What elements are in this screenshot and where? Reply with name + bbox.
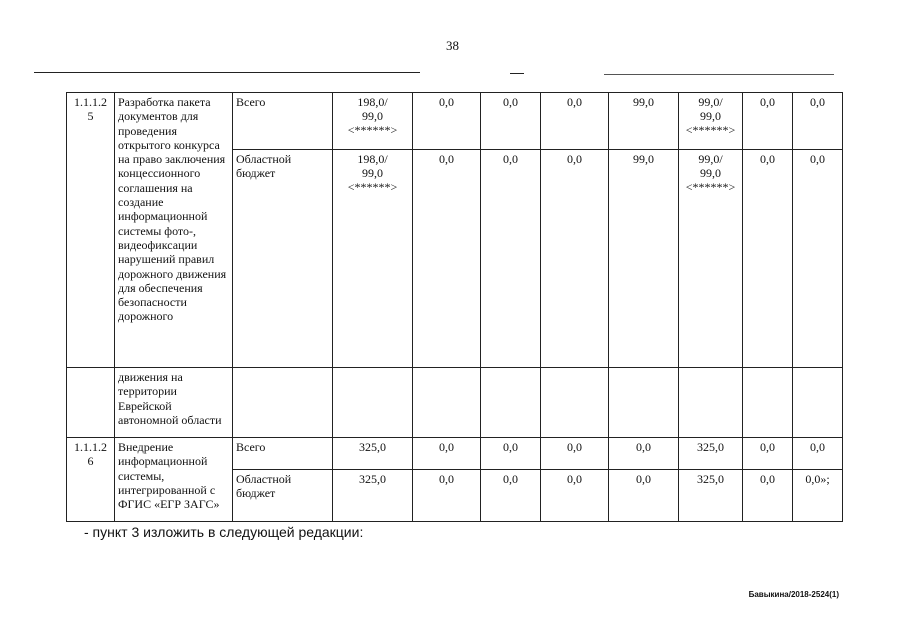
item-number: 1.1.1.2 5 — [67, 93, 115, 368]
table-cell: 99,0/ 99,0 <******> — [679, 150, 743, 368]
table-cell — [679, 368, 743, 438]
table-cell: 198,0/ 99,0 <******> — [333, 150, 413, 368]
table-cell: 325,0 — [333, 470, 413, 522]
budget-table — [66, 92, 843, 522]
table-cell: 0,0 — [743, 438, 793, 470]
item-description: Внедрение информационной системы, интегрированной с ФГИС «ЕГР ЗАГС» — [115, 438, 233, 522]
table-cell: 0,0 — [413, 438, 481, 470]
header-rule-right — [604, 74, 834, 75]
table-cell: 0,0 — [743, 93, 793, 150]
table-cell: 0,0 — [609, 438, 679, 470]
table-cell: 0,0 — [481, 150, 541, 368]
table-cell: 0,0 — [743, 150, 793, 368]
table-row — [67, 438, 843, 470]
table-cell: 99,0 — [609, 150, 679, 368]
table-row — [67, 368, 843, 438]
table-cell — [481, 368, 541, 438]
table-cell: 0,0 — [793, 150, 843, 368]
item-description-continued: движения на территории Еврейской автономной области — [115, 368, 233, 438]
table-cell — [793, 368, 843, 438]
table-cell: 0,0 — [481, 438, 541, 470]
page-number: 38 — [446, 38, 459, 53]
table-cell: 0,0 — [481, 470, 541, 522]
table-cell: 99,0/ 99,0 <******> — [679, 93, 743, 150]
header-rule-mid — [510, 73, 524, 74]
table-cell: 0,0 — [481, 93, 541, 150]
table-cell: 0,0 — [793, 93, 843, 150]
item-description: Разработка пакета документов для проведения открытого конкурса на право заключения концессионного соглашения на создание информационной системы фото-, видеофиксации нарушений правил дорожного движения для обеспечения безопасности дорожного — [115, 93, 233, 368]
table-cell: 0,0 — [793, 438, 843, 470]
table-cell: 0,0 — [413, 150, 481, 368]
table-cell: 325,0 — [679, 470, 743, 522]
table-cell — [67, 368, 115, 438]
table-cell: 0,0 — [413, 93, 481, 150]
table-cell: 325,0 — [333, 438, 413, 470]
funding-source: Всего — [233, 93, 333, 150]
table-cell — [233, 368, 333, 438]
table-cell: 0,0 — [413, 470, 481, 522]
funding-source: Областной бюджет — [233, 150, 333, 368]
table-cell: 0,0 — [743, 470, 793, 522]
table-cell: 198,0/ 99,0 <******> — [333, 93, 413, 150]
document-code: Бавыкина/2018-2524(1) — [748, 590, 839, 599]
header-rule-left — [34, 72, 420, 73]
table-cell — [541, 368, 609, 438]
table-cell — [609, 368, 679, 438]
instruction-text: - пункт 3 изложить в следующей редакции: — [84, 524, 364, 540]
table-cell: 99,0 — [609, 93, 679, 150]
table-row — [67, 93, 843, 150]
item-number: 1.1.1.2 6 — [67, 438, 115, 522]
table-cell: 0,0 — [541, 150, 609, 368]
table-cell: 0,0 — [541, 438, 609, 470]
table-cell: 0,0»; — [793, 470, 843, 522]
funding-source: Всего — [233, 438, 333, 470]
table-cell: 325,0 — [679, 438, 743, 470]
table-cell — [333, 368, 413, 438]
table-cell — [413, 368, 481, 438]
table-cell: 0,0 — [541, 470, 609, 522]
table-cell: 0,0 — [541, 93, 609, 150]
table-cell — [743, 368, 793, 438]
funding-source: Областной бюджет — [233, 470, 333, 522]
table-cell: 0,0 — [609, 470, 679, 522]
